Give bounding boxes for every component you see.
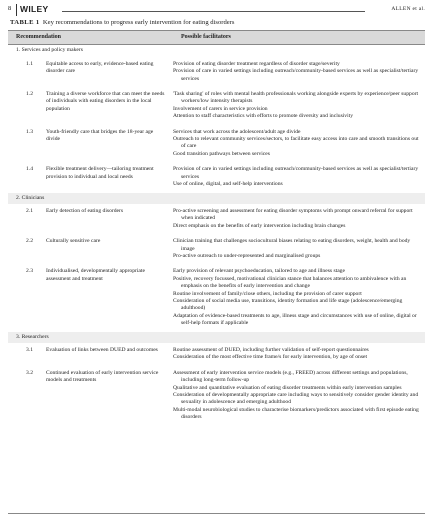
facilitator-item: Multi-modal neurobiological studies to characterise biomarkers/predictors associated with first episode eating disorders bbox=[173, 406, 419, 421]
facilitator-item: Routine involvement of family/close others, including the provision of carer support bbox=[173, 290, 362, 297]
recommendation bbox=[26, 129, 165, 144]
recommendations-table bbox=[8, 30, 425, 426]
recommendation-number: 1.1 bbox=[26, 60, 33, 67]
facilitators-cell bbox=[173, 366, 425, 426]
table-row bbox=[8, 125, 425, 163]
facilitator-item: Clinician training that challenges sociocultural biases relating to eating disorders, weight, health and body image bbox=[173, 238, 411, 252]
facilitator-item: Positive, recovery focussed, motivational clinician stance that balances attention to ambivalence with an emphasis on the benefits of early intervention and change bbox=[173, 275, 407, 290]
recommendation-text: Individualised, developmentally appropriate assessment and treatment bbox=[46, 268, 145, 282]
facilitator-item: Pro-active outreach to under-represented and marginalised groups bbox=[173, 252, 321, 259]
recommendation-number: 3.2 bbox=[26, 369, 33, 376]
facilitator-item: Good transition pathways between services bbox=[173, 150, 270, 157]
facilitator-item: Provision of care in varied settings including outreach/community-based services as well as specialist/tertiary services bbox=[173, 166, 419, 180]
recommendation bbox=[26, 347, 165, 354]
facilitators-cell bbox=[173, 343, 425, 366]
recommendation-cell bbox=[8, 125, 173, 163]
table-bottom-rule bbox=[8, 513, 425, 514]
table-row bbox=[8, 162, 425, 192]
recommendation-number: 2.1 bbox=[26, 207, 33, 214]
facilitator-item: Routine assessment of DUED, including further validation of self-report questionnaires bbox=[173, 347, 369, 353]
section-row bbox=[8, 45, 425, 57]
facilitator-item: Provision of eating disorder treatment regardless of disorder stage/severity bbox=[173, 60, 340, 67]
recommendation bbox=[26, 208, 165, 215]
recommendation-text: Flexible treatment delivery—tailoring treatment provision to individual and local needs bbox=[46, 166, 154, 180]
recommendation-text: Training a diverse workforce that can meet the needs of individuals with eating disorders in the local population bbox=[46, 91, 165, 112]
facilitator-item: Use of online, digital, and self-help interventions bbox=[173, 181, 283, 188]
column-header-recommendation: Recommendation bbox=[8, 31, 173, 45]
recommendation-text: Culturally sensitive care bbox=[46, 238, 101, 245]
recommendation-text: Continued evaluation of early intervention service models and treatments bbox=[46, 369, 159, 384]
recommendation-cell bbox=[8, 343, 173, 366]
table-row bbox=[8, 57, 425, 87]
facilitator-item: Attention to staff characteristics with efforts to promote diversity and inclusivity bbox=[173, 113, 353, 120]
facilitators-cell bbox=[173, 204, 425, 234]
recommendation bbox=[26, 91, 165, 113]
recommendation bbox=[26, 370, 165, 385]
facilitator-item: Pro-active screening and assessment for eating disorder symptoms with prompt onward referral for support when indicated bbox=[173, 207, 413, 222]
recommendation-text: Equitable access to early, evidence-based eating disorder care bbox=[46, 60, 154, 75]
table-label: TABLE 1 bbox=[10, 19, 40, 26]
facilitator-item: Provision of care in varied settings including outreach/community-based services as well as specialist/tertiary services bbox=[173, 68, 419, 82]
facilitators-cell bbox=[173, 264, 425, 331]
facilitator-item: Outreach to relevant community services/sectors, to facilitate easy access into care and smooth transitions out of care bbox=[173, 136, 419, 150]
table-row bbox=[8, 234, 425, 264]
table-caption bbox=[10, 19, 234, 26]
recommendation-text: Early detection of eating disorders bbox=[46, 207, 124, 214]
recommendation bbox=[26, 238, 165, 245]
running-head: ALLEN et al. bbox=[391, 6, 425, 12]
recommendation-text: Youth-friendly care that bridges the 18-year age divide bbox=[46, 128, 154, 143]
table-header-row bbox=[8, 31, 425, 45]
recommendation-cell bbox=[8, 264, 173, 331]
page-number: 8 bbox=[8, 5, 12, 12]
section-row bbox=[8, 332, 425, 343]
recommendation bbox=[26, 166, 165, 181]
table-row bbox=[8, 264, 425, 331]
facilitator-item: Direct emphasis on the benefits of early intervention including brain changes bbox=[173, 222, 346, 229]
recommendation-cell bbox=[8, 234, 173, 264]
recommendation-text: Evaluation of links between DUED and outcomes bbox=[46, 347, 158, 353]
facilitator-item: Services that work across the adolescent/adult age divide bbox=[173, 128, 301, 135]
table-body bbox=[8, 45, 425, 426]
facilitator-item: Consideration of developmentally appropriate care including ways to sensitively consider gender identity and sexuality in adolescence and emerging adulthood bbox=[173, 392, 419, 406]
table-row bbox=[8, 366, 425, 426]
recommendation-number: 1.4 bbox=[26, 166, 33, 173]
section-row bbox=[8, 193, 425, 204]
facilitators-cell bbox=[173, 162, 425, 192]
facilitator-item: Involvement of carers in service provision bbox=[173, 105, 268, 112]
recommendation-cell bbox=[8, 366, 173, 426]
recommendation-cell bbox=[8, 162, 173, 192]
publisher-logo: WILEY bbox=[20, 4, 49, 14]
section-title: 3. Researchers bbox=[8, 332, 425, 343]
recommendation-number: 1.2 bbox=[26, 91, 33, 98]
section-title: 1. Services and policy makers bbox=[16, 47, 83, 54]
facilitator-item: 'Task sharing' of roles with mental health professionals working alongside experts by experience/peer support workers/low intensity therapists bbox=[173, 91, 419, 105]
table-row bbox=[8, 204, 425, 234]
recommendation-cell bbox=[8, 57, 173, 87]
facilitator-item: Consideration of social media use, transitions, identity formation and life stage (adolescence/emerging adulthood) bbox=[173, 297, 403, 312]
header-rule bbox=[62, 11, 365, 12]
facilitators-cell bbox=[173, 87, 425, 125]
recommendation-number: 3.1 bbox=[26, 347, 33, 353]
recommendation-cell bbox=[8, 87, 173, 125]
facilitator-item: Early provision of relevant psychoeducation, tailored to age and illness stage bbox=[173, 268, 345, 275]
section-title: 2. Clinicians bbox=[8, 193, 425, 204]
recommendation-number: 1.3 bbox=[26, 128, 33, 135]
table-row bbox=[8, 87, 425, 125]
recommendation bbox=[26, 268, 165, 283]
facilitator-item: Adaptation of evidence-based treatments to age, illness stage and circumstances with use of online, digital or self-help formats if applicable bbox=[173, 312, 417, 327]
header-divider bbox=[16, 4, 17, 16]
facilitator-item: Qualitative and quantitative evaluation of eating disorder treatments within early intervention samples bbox=[173, 384, 402, 391]
facilitators-cell bbox=[173, 57, 425, 87]
recommendation bbox=[26, 61, 165, 76]
column-header-facilitators: Possible facilitators bbox=[173, 31, 425, 45]
page-header bbox=[8, 4, 425, 16]
facilitator-item: Assessment of early intervention service models (e.g., FREED) across different settings and populations, including long-term follow-up bbox=[173, 369, 408, 384]
recommendation-number: 2.3 bbox=[26, 268, 33, 275]
table-row bbox=[8, 343, 425, 366]
facilitators-cell bbox=[173, 125, 425, 163]
recommendation-cell bbox=[8, 204, 173, 234]
facilitators-cell bbox=[173, 234, 425, 264]
facilitator-item: Consideration of the most effective time frame/s for early intervention, by age of onset bbox=[173, 354, 368, 361]
recommendation-number: 2.2 bbox=[26, 238, 33, 245]
table-caption-text: Key recommendations to progress early intervention for eating disorders bbox=[42, 19, 235, 26]
